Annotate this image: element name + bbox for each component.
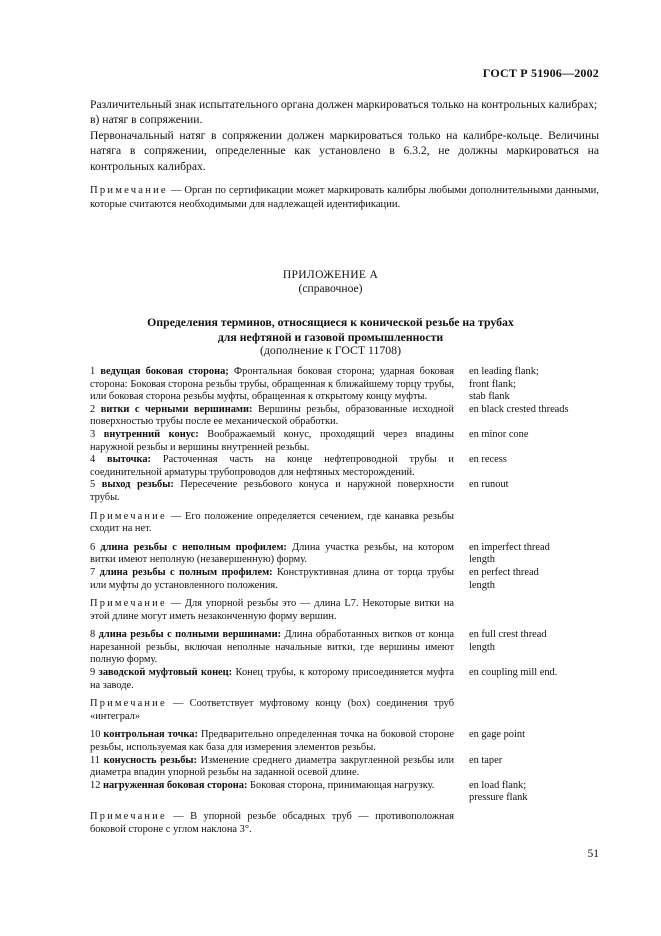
paragraph: Первоначальный натяг в сопряжении должен маркироваться только на калибре-кольце. Величины натяга в сопряжении, определенные как установлено в 6.3.2, не должны маркироваться на контрольных калибрах. [90, 128, 599, 173]
term-english: en taper [469, 754, 503, 766]
term-english: en imperfect thread length [469, 541, 550, 566]
term-entry [90, 755, 599, 780]
term-english: en full crest thread length [469, 629, 547, 653]
term-definition: 1 ведущая боковая сторона; Фронтальная боковая сторона; ударная боковая сторона: Боковая сторона резьбы трубы, обращенная к ближайшему торцу трубы, или боковая сторона резьбы муфты, обращенная к открытому концу муфты. [90, 366, 455, 403]
term-english: en perfect thread length [469, 566, 539, 591]
term-english: en coupling mill end. [469, 667, 558, 679]
definitions-title: Определения терминов, относящиеся к конической резьбе на трубах для нефтяной и газовой промышленности [147, 315, 514, 344]
term-entry [90, 454, 599, 479]
term-entry [90, 667, 599, 692]
term-definition: 8 длина резьбы с полными вершинами: Длина обработанных витков от конца нарезанной резьбы, включая неполные начальные витки, где вершины имеют полную форму. [90, 629, 454, 666]
term-english: en recess [469, 454, 507, 466]
term-english: en minor cone [469, 428, 529, 440]
term-entry [90, 429, 599, 454]
document-id: ГОСТ Р 51906—2002 [482, 66, 599, 80]
term-entry [90, 479, 599, 504]
term-entry [90, 404, 599, 429]
term-english: en leading flank; front flank; stab flank [469, 366, 539, 403]
note: Примечание — Орган по сертификации может маркировать калибры любыми дополнительными данными, которые считаются необходимыми для надлежащей идентификации. [90, 185, 599, 211]
term-definition: 5 выход резьбы: Пересечение резьбового конуса и наружной поверхности трубы. [90, 479, 454, 503]
appendix-title: ПРИЛОЖЕНИЕ А [282, 268, 379, 281]
term-entry [90, 366, 599, 404]
term-english: en runout [469, 479, 509, 491]
term-english: en load flank; pressure flank [469, 779, 528, 804]
term-definition: 10 контрольная точка: Предварительно определенная точка на боковой стороне резьбы, используемая как база для измерения элементов резьбы. [90, 729, 454, 754]
term-entry [90, 729, 599, 754]
term-definition: 4 выточка: Расточенная часть на конце нефтепроводной трубы и соединительной арматуры трубопроводов для нефтяных месторождений. [90, 454, 454, 478]
appendix-subtitle: (справочное) [298, 282, 363, 295]
term-definition: 11 конусность резьбы: Изменение среднего диаметра закругленной резьбы или диаметра впадин упорной резьбы на заданной осевой длине. [90, 754, 455, 779]
note: Примечание — Для упорной резьбы это — длина L7. Некоторые витки на этой длине могут иметь незаконченную форму вершин. [90, 598, 454, 622]
paragraph: Различительный знак испытательного органа должен маркироваться только на контрольных калибрах; [90, 98, 598, 111]
definitions-subtitle: (дополнение к ГОСТ 11708) [259, 343, 401, 357]
intro-section [90, 97, 599, 212]
term-english: en black crested threads [469, 403, 569, 415]
terms-list [90, 366, 599, 842]
term-definition: 3 внутренний конус: Воображаемый конус, проходящий через впадины наружной резьбы и вершины внутренней резьбы. [90, 428, 454, 453]
paragraph: в) натяг в сопряжении. [90, 113, 203, 127]
term-definition: 7 длина резьбы с полным профилем: Конструктивная длина от торца трубы или муфты до установленного положения. [90, 566, 455, 591]
term-entry [90, 542, 599, 567]
term-entry [90, 567, 599, 592]
term-definition: 12 нагруженная боковая сторона: Боковая сторона, принимающая нагрузку. [90, 779, 435, 791]
term-english: en gage point [469, 729, 525, 741]
term-definition: 9 заводской муфтовый конец: Конец трубы, к которому присоединяется муфта на заводе. [90, 667, 455, 691]
term-definition: 2 витки с черными вершинами: Вершины резьбы, образованные исходной поверхностью трубы после ее механической обработки. [90, 403, 454, 428]
term-definition: 6 длина резьбы с неполным профилем: Длина участка резьбы, на котором витки имеют неполную (незавершенную) форму. [90, 541, 454, 566]
page-number: 51 [587, 848, 599, 860]
term-entry [90, 780, 599, 805]
term-entry [90, 629, 599, 667]
note: Примечание — Соответствует муфтовому концу (box) соединения труб «интеграл» [90, 698, 454, 722]
note: Примечание — Его положение определяется сечением, где канавка резьбы сходит на нет. [90, 510, 454, 535]
note: Примечание — В упорной резьбе обсадных труб — противоположная боковой стороне с углом наклона 3°. [90, 811, 454, 835]
